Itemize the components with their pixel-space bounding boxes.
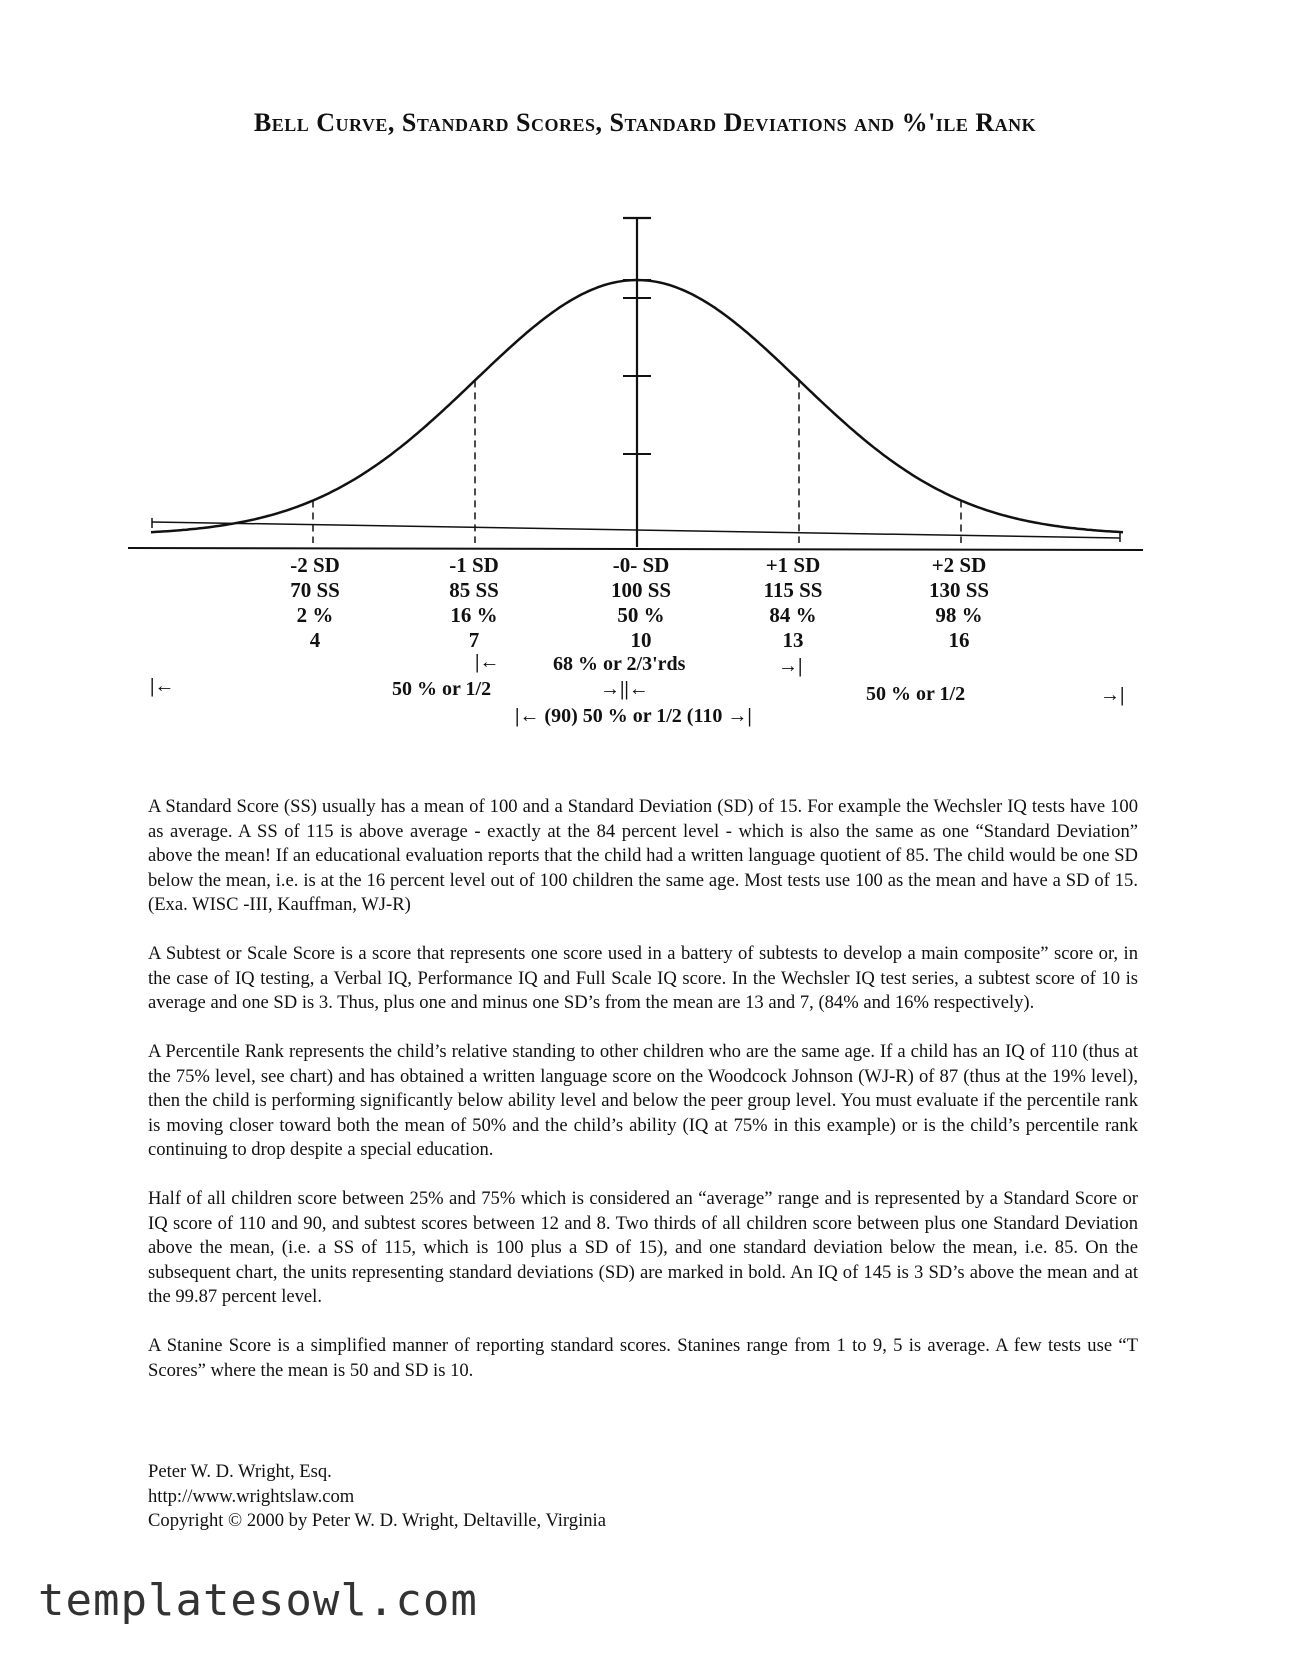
sd-marker-plus1 (733, 553, 853, 653)
scale-score-label: 10 (630, 628, 652, 652)
center-arrows: →||← (600, 678, 649, 700)
sd-label: -1 SD (449, 553, 499, 577)
ss-label: 115 SS (763, 578, 823, 602)
percentile-label: 2 % (296, 603, 334, 627)
author-name: Peter W. D. Wright, Esq. (148, 1461, 332, 1482)
sixty-eight-right-arrow: →| (778, 655, 803, 677)
website-link[interactable]: http://www.wrightslaw.com (148, 1485, 355, 1507)
scale-score-label: 4 (309, 628, 321, 652)
paragraph-subtest-score: A Subtest or Scale Score is a score that represents one score used in a battery of subtests to develop a main composite” score or, in the case of IQ testing, a Verbal IQ, Performance IQ and Full Scale IQ score. In the Wechsler IQ test series, a subtest score of 10 is average and one SD is 3. Thus, plus one and minus one SD’s from the mean are 13 and 7, (84% and 16% respectively). (148, 943, 1138, 1013)
sd-label: +1 SD (765, 553, 821, 577)
sd-marker-plus2 (899, 553, 1019, 653)
sixty-eight-percent-label: 68 % or 2/3'rds (553, 653, 686, 675)
percentile-label: 16 % (450, 603, 498, 627)
scale-score-label: 13 (782, 628, 804, 652)
percentile-label: 98 % (935, 603, 983, 627)
far-left-arrow: |← (150, 675, 175, 697)
watermark: templatesowl.com (38, 1575, 478, 1626)
page-title: Bell Curve, Standard Scores, Standard Deviations and %'ile Rank (253, 108, 1037, 137)
signature-block (148, 1460, 606, 1534)
ss-label: 85 SS (449, 578, 499, 602)
paragraph-stanine: A Stanine Score is a simplified manner of reporting standard scores. Stanines range from 1 to 9, 5 is average. A few tests use “T Scores” where the mean is 50 and SD is 10. (148, 1335, 1138, 1381)
ss-label: 130 SS (928, 578, 990, 602)
paragraph-percentile-rank: A Percentile Rank represents the child’s relative standing to other children who are the same age. If a child has an IQ of 110 (thus at the 75% level, see chart) and has obtained a written language score on the Woodcock Johnson (WJ-R) of 87 (thus at the 19% level), then the child is performing significantly below ability level and below the peer group level. You must evaluate if the percentile rank is moving closer toward both the mean of 50% and the child’s ability (IQ at 75% in this example) or is the child’s percentile rank continuing to drop despite a special education. (148, 1041, 1138, 1160)
sd-marker-zero (581, 553, 701, 653)
scale-score-label: 7 (468, 628, 480, 652)
sd-label: -0- SD (612, 553, 670, 577)
far-right-arrow: →| (1100, 684, 1125, 706)
percentile-label: 50 % (617, 603, 665, 627)
sd-label: +2 SD (931, 553, 987, 577)
scale-score-label: 16 (948, 628, 970, 652)
sd-label: -2 SD (290, 553, 340, 577)
sd-marker-minus2 (255, 553, 375, 653)
middle-half-label: |← (90) 50 % or 1/2 (110 →| (515, 705, 752, 727)
paragraph-standard-score: A Standard Score (SS) usually has a mean of 100 and a Standard Deviation (SD) of 15. For example the Wechsler IQ tests have 100 as average. A SS of 115 is above average - exactly at the 84 percent level - which is also the same as one “Standard Deviation” above the mean! If an educational evaluation reports that the child had a written language quotient of 85. The child would be one SD below the mean, i.e. is at the 16 percent level out of 100 children the same age. Most tests use 100 as the mean and have a SD of 15. (Exa. WISC -III, Kauffman, WJ-R) (148, 796, 1138, 915)
ss-label: 100 SS (610, 578, 672, 602)
copyright-line: Copyright © 2000 by Peter W. D. Wright, Deltaville, Virginia (148, 1510, 606, 1531)
sixty-eight-left-arrow: |← (475, 651, 500, 673)
sd-marker-minus1 (414, 553, 534, 653)
x-axis-line (128, 548, 1143, 550)
explanation-text (148, 795, 1138, 1408)
left-half-label: 50 % or 1/2 (392, 678, 492, 700)
paragraph-average-range: Half of all children score between 25% and 75% which is considered an “average” range and is represented by a Standard Score or IQ score of 110 and 90, and subtest scores between 12 and 8. Two thirds of all children score between plus one Standard Deviation above the mean, (i.e. a SS of 115, which is 100 plus a SD of 15), and one standard deviation below the mean, i.e. 85. On the subsequent chart, the units representing standard deviations (SD) are marked in bold. An IQ of 145 is 3 SD’s above the mean and at the 99.87 percent level. (148, 1188, 1138, 1307)
percentile-label: 84 % (769, 603, 817, 627)
ss-label: 70 SS (290, 578, 340, 602)
right-half-label: 50 % or 1/2 (866, 683, 966, 705)
